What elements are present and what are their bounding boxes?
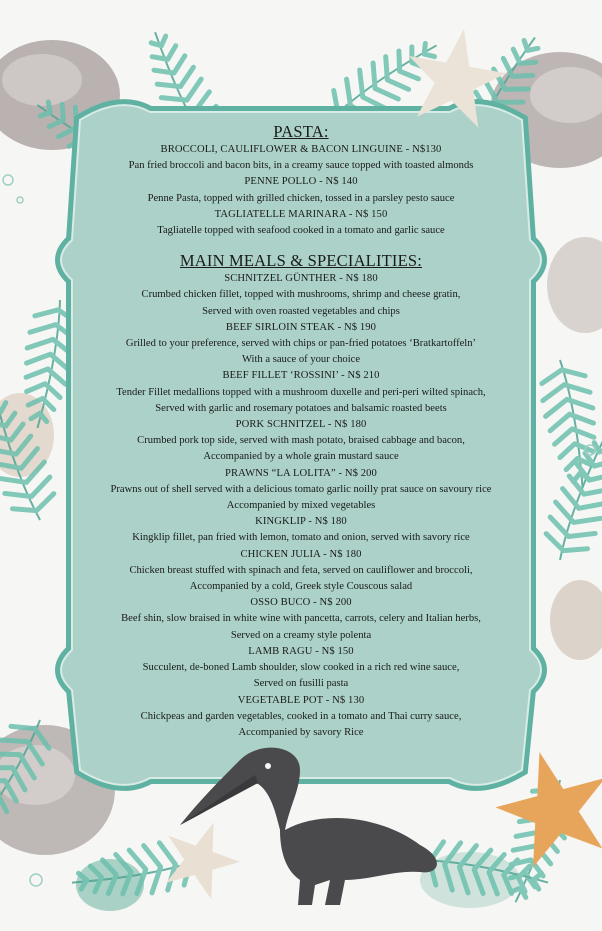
menu-line: CHICKEN JULIA - N$ 180 xyxy=(240,548,362,560)
menu-line: BROCCOLI, CAULIFLOWER & BACON LINGUINE - N$130 xyxy=(160,144,442,155)
menu-line: Crumbed pork top side, served with mash potato, braised cabbage and bacon, xyxy=(137,435,465,447)
section-title-main-meals: MAIN MEALS & SPECIALITIES: xyxy=(179,251,423,271)
menu-line: Accompanied by savory Rice xyxy=(238,726,364,738)
menu-line: Accompanied by a cold, Greek style Couscous salad xyxy=(189,581,413,593)
menu-line: Succulent, de-boned Lamb shoulder, slow cooked in a rich red wine sauce, xyxy=(142,662,460,674)
menu-line: Kingklip fillet, pan fried with lemon, tomato and onion, served with savory rice xyxy=(132,532,470,544)
menu-line: Pan fried broccoli and bacon bits, in a creamy sauce topped with toasted almonds xyxy=(128,160,474,172)
menu-line: With a sauce of your choice xyxy=(241,354,361,366)
pasta-section xyxy=(70,122,532,239)
menu-content xyxy=(70,122,532,741)
section-title-pasta: PASTA: xyxy=(273,122,329,141)
main-meals-section xyxy=(70,251,532,741)
menu-line: Served on fusilli pasta xyxy=(253,678,349,690)
menu-line: Accompanied by mixed vegetables xyxy=(226,500,376,512)
menu-line: Beef shin, slow braised in white wine with pancetta, carrots, celery and Italian herbs, xyxy=(121,613,481,625)
menu-line: Chicken breast stuffed with spinach and feta, served on cauliflower and broccoli, xyxy=(129,564,473,576)
menu-line: Penne Pasta, topped with grilled chicken, tossed in a parsley pesto sauce xyxy=(147,192,455,204)
menu-line: Prawns out of shell served with a delicious tomato garlic noilly prat sauce on savoury rice xyxy=(110,483,492,495)
menu-line: PORK SCHNITZEL - N$ 180 xyxy=(235,419,367,431)
menu-line: SCHNITZEL GÜNTHER - N$ 180 xyxy=(224,273,378,285)
menu-line: Tender Fillet medallions topped with a mushroom duxelle and peri-peri wilted spinach, xyxy=(116,386,486,398)
menu-line: OSSO BUCO - N$ 200 xyxy=(250,597,352,609)
menu-line: KINGKLIP - N$ 180 xyxy=(255,516,347,528)
menu-line: LAMB RAGU - N$ 150 xyxy=(248,645,354,657)
menu-line: Accompanied by a whole grain mustard sauce xyxy=(203,451,399,463)
menu-line: Crumbed chicken fillet, topped with mushrooms, shrimp and cheese gratin, xyxy=(141,289,461,301)
menu-line: BEEF SIRLOIN STEAK - N$ 190 xyxy=(225,321,377,333)
menu-line: Served on a creamy style polenta xyxy=(230,629,372,641)
menu-line: PRAWNS “LA LOLITA” - N$ 200 xyxy=(225,467,377,479)
menu-line: Served with garlic and rosemary potatoes and balsamic roasted beets xyxy=(155,402,447,414)
menu-line: Grilled to your preference, served with chips or pan-fried potatoes ‘Bratkartoffeln’ xyxy=(125,338,477,350)
menu-line: TAGLIATELLE MARINARA - N$ 150 xyxy=(214,208,388,220)
menu-line: VEGETABLE POT - N$ 130 xyxy=(237,694,365,706)
menu-line: Chickpeas and garden vegetables, cooked in a tomato and Thai curry sauce, xyxy=(140,710,462,722)
menu-line: BEEF FILLET ‘ROSSINI’ - N$ 210 xyxy=(222,370,380,382)
menu-line: Tagliatelle topped with seafood cooked in a tomato and garlic sauce xyxy=(157,225,445,237)
menu-line: Served with oven roasted vegetables and chips xyxy=(202,305,400,317)
menu-line: PENNE POLLO - N$ 140 xyxy=(244,176,358,188)
